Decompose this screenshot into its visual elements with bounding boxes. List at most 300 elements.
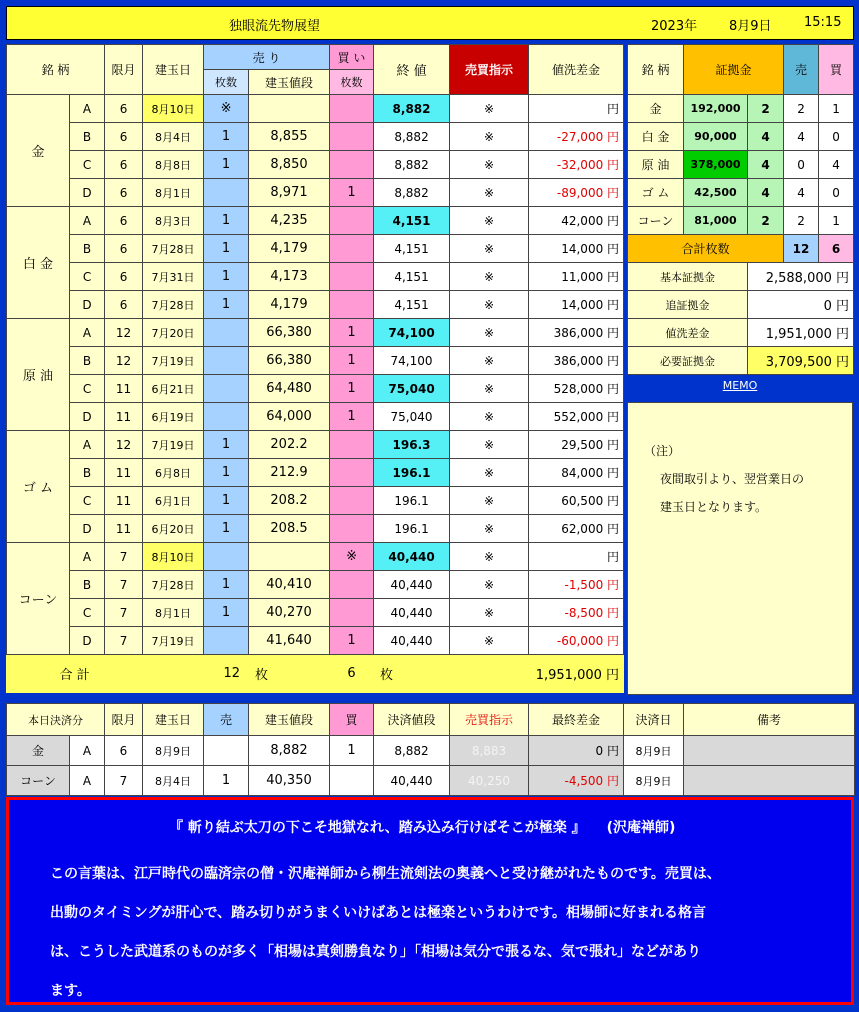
row-month: 12: [105, 347, 143, 375]
settle-date: 8月4日: [143, 766, 204, 796]
margin-row: [628, 151, 854, 179]
row-diff: 84,000 円: [529, 459, 624, 487]
margin-amount: 192,000: [684, 95, 748, 123]
header-year: 2023年: [651, 19, 698, 34]
row-month: 6: [105, 123, 143, 151]
row-month: 11: [105, 515, 143, 543]
row-close: 8,882: [374, 123, 450, 151]
row-buy: [330, 571, 374, 599]
row-sell: [204, 375, 249, 403]
position-row: [7, 515, 624, 543]
margin-commodity: ゴ ム: [628, 179, 684, 207]
row-month: 12: [105, 431, 143, 459]
margin-buy: 1: [819, 95, 854, 123]
settle-header-final: 最終差金: [529, 704, 624, 736]
row-price: 4,173: [249, 263, 330, 291]
summary-value: 2,588,000 円: [748, 263, 854, 291]
row-diff: 42,000 円: [529, 207, 624, 235]
margin-row: [628, 95, 854, 123]
row-signal: ※: [450, 599, 529, 627]
margin-total-row: [628, 235, 854, 263]
settle-settle-date: 8月9日: [624, 766, 684, 796]
settle-header-gengetsu: 限月: [105, 704, 143, 736]
summary-row: [628, 263, 854, 291]
row-label: A: [70, 95, 105, 123]
row-price: 208.5: [249, 515, 330, 543]
row-sell: [204, 627, 249, 655]
commodity-name: 金: [7, 95, 70, 207]
row-sell: ※: [204, 95, 249, 123]
summary-value: 0 円: [748, 291, 854, 319]
settle-header-label: 本日決済分: [7, 704, 105, 736]
row-signal: ※: [450, 319, 529, 347]
settle-buy: [330, 766, 374, 796]
total-row: [7, 655, 624, 693]
row-buy: [330, 263, 374, 291]
row-sell: 1: [204, 571, 249, 599]
row-buy: [330, 515, 374, 543]
row-diff: 14,000 円: [529, 291, 624, 319]
row-diff: 386,000 円: [529, 319, 624, 347]
position-row: [7, 571, 624, 599]
side-header-margin: 証拠金: [684, 45, 784, 95]
margin-commodity: 原 油: [628, 151, 684, 179]
row-month: 11: [105, 403, 143, 431]
margin-sell: 4: [784, 179, 819, 207]
settle-header-note: 備考: [684, 704, 855, 736]
row-month: 6: [105, 207, 143, 235]
margin-amount: 378,000: [684, 151, 748, 179]
row-month: 7: [105, 543, 143, 571]
row-price: [249, 95, 330, 123]
settlement-row: [7, 736, 855, 766]
row-month: 11: [105, 487, 143, 515]
row-label: B: [70, 347, 105, 375]
row-sell: 1: [204, 123, 249, 151]
row-label: D: [70, 515, 105, 543]
row-diff: 29,500 円: [529, 431, 624, 459]
row-signal: ※: [450, 543, 529, 571]
settle-sell: [204, 736, 249, 766]
settle-commodity: 金: [7, 736, 70, 766]
row-date: 8月10日: [143, 543, 204, 571]
summary-row: [628, 347, 854, 375]
row-buy: 1: [330, 179, 374, 207]
position-row: [7, 151, 624, 179]
commodity-name: ゴ ム: [7, 431, 70, 543]
position-row: [7, 543, 624, 571]
row-signal: ※: [450, 95, 529, 123]
header-sell: 売 り: [204, 45, 330, 70]
row-price: 212.9: [249, 459, 330, 487]
row-buy: 1: [330, 319, 374, 347]
row-close: 74,100: [374, 319, 450, 347]
settle-header-buy: 買: [330, 704, 374, 736]
row-signal: ※: [450, 403, 529, 431]
row-close: 8,882: [374, 179, 450, 207]
row-date: 8月1日: [143, 179, 204, 207]
margin-table: [627, 44, 854, 375]
settle-settle-date: 8月9日: [624, 736, 684, 766]
margin-commodity: 金: [628, 95, 684, 123]
row-date: 7月19日: [143, 347, 204, 375]
row-label: A: [70, 543, 105, 571]
memo-line-1: （注）: [644, 444, 681, 458]
settle-signal: 40,250: [450, 766, 529, 796]
settle-month: 6: [105, 736, 143, 766]
row-buy: 1: [330, 375, 374, 403]
summary-value: 3,709,500 円: [748, 347, 854, 375]
row-diff: 62,000 円: [529, 515, 624, 543]
row-buy: [330, 599, 374, 627]
commodity-name: 原 油: [7, 319, 70, 431]
side-header-meigara: 銘 柄: [628, 45, 684, 95]
position-row: [7, 347, 624, 375]
row-buy: [330, 207, 374, 235]
row-close: 196.3: [374, 431, 450, 459]
row-buy: [330, 151, 374, 179]
margin-commodity: 白 金: [628, 123, 684, 151]
quote-line-4: ます。: [50, 983, 91, 999]
summary-label: 基本証拠金: [628, 263, 748, 291]
row-signal: ※: [450, 347, 529, 375]
margin-amount: 90,000: [684, 123, 748, 151]
quote-box: [6, 797, 854, 1005]
settle-signal: 8,883: [450, 736, 529, 766]
row-buy: [330, 291, 374, 319]
position-row: [7, 459, 624, 487]
row-date: 6月1日: [143, 487, 204, 515]
row-month: 7: [105, 571, 143, 599]
position-row: [7, 319, 624, 347]
row-date: 7月28日: [143, 291, 204, 319]
row-label: C: [70, 375, 105, 403]
quote-line-1: この言葉は、江戸時代の臨済宗の僧・沢庵禅師から柳生流剣法の奥義へと受け継がれたものです。売買は、: [50, 866, 721, 882]
row-sell: [204, 543, 249, 571]
margin-amount: 81,000: [684, 207, 748, 235]
row-sell: 1: [204, 487, 249, 515]
row-buy: 1: [330, 627, 374, 655]
row-close: 8,882: [374, 95, 450, 123]
row-diff: -60,000 円: [529, 627, 624, 655]
row-price: 64,480: [249, 375, 330, 403]
row-diff: -1,500 円: [529, 571, 624, 599]
total-label: 合 計: [7, 655, 143, 693]
row-date: 7月31日: [143, 263, 204, 291]
commodity-name: 白 金: [7, 207, 70, 319]
position-row: [7, 431, 624, 459]
row-close: 75,040: [374, 375, 450, 403]
margin-count: 2: [748, 95, 784, 123]
settle-note: [684, 766, 855, 796]
summary-label: 値洗差金: [628, 319, 748, 347]
row-sell: 1: [204, 151, 249, 179]
header-tategyokubi: 建玉日: [143, 45, 204, 95]
row-signal: ※: [450, 431, 529, 459]
position-row: [7, 599, 624, 627]
row-month: 7: [105, 627, 143, 655]
position-row: [7, 179, 624, 207]
row-buy: [330, 459, 374, 487]
row-label: B: [70, 459, 105, 487]
position-row: [7, 235, 624, 263]
memo-header: [627, 378, 853, 400]
row-price: 66,380: [249, 319, 330, 347]
row-date: 7月19日: [143, 431, 204, 459]
row-date: 7月19日: [143, 627, 204, 655]
settlement-table: [6, 703, 855, 796]
quote-line-2: 出動のタイミングが肝心で、踏み切りがうまくいけばあとは極楽というわけです。相場師に好まれる格言: [50, 905, 707, 921]
settle-final: 0 円: [529, 736, 624, 766]
margin-total-buy: 6: [819, 235, 854, 263]
row-label: A: [70, 319, 105, 347]
row-label: D: [70, 403, 105, 431]
margin-total-sell: 12: [784, 235, 819, 263]
header-gengetsu: 限月: [105, 45, 143, 95]
row-close: 196.1: [374, 487, 450, 515]
row-diff: 円: [529, 95, 624, 123]
row-sell: [204, 403, 249, 431]
row-sell: [204, 347, 249, 375]
header-time: 15:15: [804, 15, 842, 30]
row-close: 196.1: [374, 459, 450, 487]
row-price: 8,850: [249, 151, 330, 179]
row-buy: [330, 431, 374, 459]
margin-total-label: 合計枚数: [628, 235, 784, 263]
margin-count: 4: [748, 179, 784, 207]
row-date: 6月20日: [143, 515, 204, 543]
total-buy-count: 6: [330, 655, 374, 693]
position-row: [7, 375, 624, 403]
margin-sell: 0: [784, 151, 819, 179]
row-price: 64,000: [249, 403, 330, 431]
side-header-sell: 売: [784, 45, 819, 95]
settle-label: A: [70, 766, 105, 796]
header-sell-count: 枚数: [204, 70, 249, 95]
settle-header-settle-price: 決済値段: [374, 704, 450, 736]
row-diff: 60,500 円: [529, 487, 624, 515]
settle-label: A: [70, 736, 105, 766]
margin-sell: 2: [784, 95, 819, 123]
row-price: 4,179: [249, 291, 330, 319]
row-close: 8,882: [374, 151, 450, 179]
row-signal: ※: [450, 123, 529, 151]
row-close: 196.1: [374, 515, 450, 543]
row-close: 75,040: [374, 403, 450, 431]
row-signal: ※: [450, 207, 529, 235]
row-month: 6: [105, 151, 143, 179]
summary-label: 必要証拠金: [628, 347, 748, 375]
position-row: [7, 207, 624, 235]
header-buy-count: 枚数: [330, 70, 374, 95]
margin-sell: 2: [784, 207, 819, 235]
settle-price: 8,882: [249, 736, 330, 766]
row-label: A: [70, 431, 105, 459]
row-date: 6月8日: [143, 459, 204, 487]
row-diff: -32,000 円: [529, 151, 624, 179]
row-label: D: [70, 179, 105, 207]
margin-row: [628, 207, 854, 235]
row-sell: 1: [204, 431, 249, 459]
settle-date: 8月9日: [143, 736, 204, 766]
total-unit-2: 枚: [374, 655, 450, 693]
row-price: 8,971: [249, 179, 330, 207]
row-label: B: [70, 123, 105, 151]
row-date: 8月3日: [143, 207, 204, 235]
row-date: 7月28日: [143, 571, 204, 599]
position-row: [7, 627, 624, 655]
row-price: 66,380: [249, 347, 330, 375]
row-diff: 528,000 円: [529, 375, 624, 403]
row-sell: [204, 179, 249, 207]
settle-commodity: コーン: [7, 766, 70, 796]
margin-amount: 42,500: [684, 179, 748, 207]
row-diff: 552,000 円: [529, 403, 624, 431]
margin-count: 4: [748, 123, 784, 151]
memo-link[interactable]: MEMO: [722, 379, 758, 392]
row-signal: ※: [450, 571, 529, 599]
row-month: 6: [105, 263, 143, 291]
row-price: [249, 543, 330, 571]
quote-line-3: は、こうした武道系のものが多く「相場は真剣勝負なり」「相場は気分で張るな、気で張れ」などがあり: [50, 944, 701, 960]
header-meigara: 銘 柄: [7, 45, 105, 95]
settle-sell: 1: [204, 766, 249, 796]
row-label: A: [70, 207, 105, 235]
row-month: 11: [105, 459, 143, 487]
row-diff: 386,000 円: [529, 347, 624, 375]
row-month: 12: [105, 319, 143, 347]
row-buy: [330, 487, 374, 515]
row-close: 4,151: [374, 291, 450, 319]
header-diff: 値洗差金: [529, 45, 624, 95]
quote-title: 『 斬り結ぶ太刀の下こそ地獄なれ、踏み込み行けばそこが極楽 』 (沢庵禅師): [169, 820, 676, 836]
row-date: 7月28日: [143, 235, 204, 263]
row-label: C: [70, 263, 105, 291]
total-diff: 1,951,000 円: [450, 655, 624, 693]
settle-header-price: 建玉値段: [249, 704, 330, 736]
settle-header-date: 決済日: [624, 704, 684, 736]
settle-price: 40,350: [249, 766, 330, 796]
row-sell: [204, 319, 249, 347]
row-sell: 1: [204, 263, 249, 291]
row-price: 4,179: [249, 235, 330, 263]
total-unit-1: 枚: [249, 655, 330, 693]
position-row: [7, 487, 624, 515]
row-close: 40,440: [374, 627, 450, 655]
row-diff: -27,000 円: [529, 123, 624, 151]
margin-buy: 4: [819, 151, 854, 179]
row-close: 74,100: [374, 347, 450, 375]
row-label: D: [70, 627, 105, 655]
position-row: [7, 123, 624, 151]
row-price: 202.2: [249, 431, 330, 459]
header-buy: 買 い: [330, 45, 374, 70]
settle-header-signal: 売買指示: [450, 704, 529, 736]
position-row: [7, 263, 624, 291]
row-label: B: [70, 571, 105, 599]
row-signal: ※: [450, 179, 529, 207]
margin-count: 4: [748, 151, 784, 179]
row-buy: 1: [330, 403, 374, 431]
row-sell: 1: [204, 235, 249, 263]
margin-sell: 4: [784, 123, 819, 151]
settle-header-sell: 売: [204, 704, 249, 736]
row-label: C: [70, 151, 105, 179]
margin-count: 2: [748, 207, 784, 235]
row-buy: ※: [330, 543, 374, 571]
header-price: 建玉値段: [249, 70, 330, 95]
row-month: 11: [105, 375, 143, 403]
row-date: 6月19日: [143, 403, 204, 431]
settle-header-tategyokubi: 建玉日: [143, 704, 204, 736]
margin-row: [628, 179, 854, 207]
summary-value: 1,951,000 円: [748, 319, 854, 347]
row-date: 7月20日: [143, 319, 204, 347]
row-diff: 11,000 円: [529, 263, 624, 291]
row-date: 6月21日: [143, 375, 204, 403]
row-signal: ※: [450, 487, 529, 515]
row-date: 8月8日: [143, 151, 204, 179]
row-diff: 円: [529, 543, 624, 571]
header-date: 8月9日: [729, 19, 772, 34]
row-label: C: [70, 599, 105, 627]
row-sell: 1: [204, 515, 249, 543]
page-title: 独眼流先物展望: [229, 19, 321, 34]
row-buy: 1: [330, 347, 374, 375]
settle-month: 7: [105, 766, 143, 796]
settle-note: [684, 736, 855, 766]
settle-settle-price: 40,440: [374, 766, 450, 796]
memo-line-2: 夜間取引より、翌営業日の: [660, 472, 805, 486]
row-sell: 1: [204, 207, 249, 235]
row-buy: [330, 235, 374, 263]
row-signal: ※: [450, 151, 529, 179]
row-label: B: [70, 235, 105, 263]
row-diff: -89,000 円: [529, 179, 624, 207]
row-close: 4,151: [374, 207, 450, 235]
row-signal: ※: [450, 627, 529, 655]
summary-label: 追証拠金: [628, 291, 748, 319]
row-month: 7: [105, 599, 143, 627]
row-label: C: [70, 487, 105, 515]
positions-table: [6, 44, 624, 693]
settle-final: -4,500 円: [529, 766, 624, 796]
row-diff: -8,500 円: [529, 599, 624, 627]
row-month: 6: [105, 179, 143, 207]
row-signal: ※: [450, 263, 529, 291]
row-close: 4,151: [374, 235, 450, 263]
row-buy: [330, 95, 374, 123]
row-month: 6: [105, 235, 143, 263]
total-sell-count: 12: [143, 655, 249, 693]
row-signal: ※: [450, 291, 529, 319]
margin-buy: 1: [819, 207, 854, 235]
margin-commodity: コーン: [628, 207, 684, 235]
side-header-buy: 買: [819, 45, 854, 95]
row-price: 40,410: [249, 571, 330, 599]
row-price: 208.2: [249, 487, 330, 515]
row-signal: ※: [450, 515, 529, 543]
row-close: 40,440: [374, 543, 450, 571]
summary-row: [628, 319, 854, 347]
position-row: [7, 95, 624, 123]
row-price: 4,235: [249, 207, 330, 235]
row-month: 6: [105, 95, 143, 123]
row-date: 8月10日: [143, 95, 204, 123]
row-close: 4,151: [374, 263, 450, 291]
row-date: 8月1日: [143, 599, 204, 627]
settle-settle-price: 8,882: [374, 736, 450, 766]
